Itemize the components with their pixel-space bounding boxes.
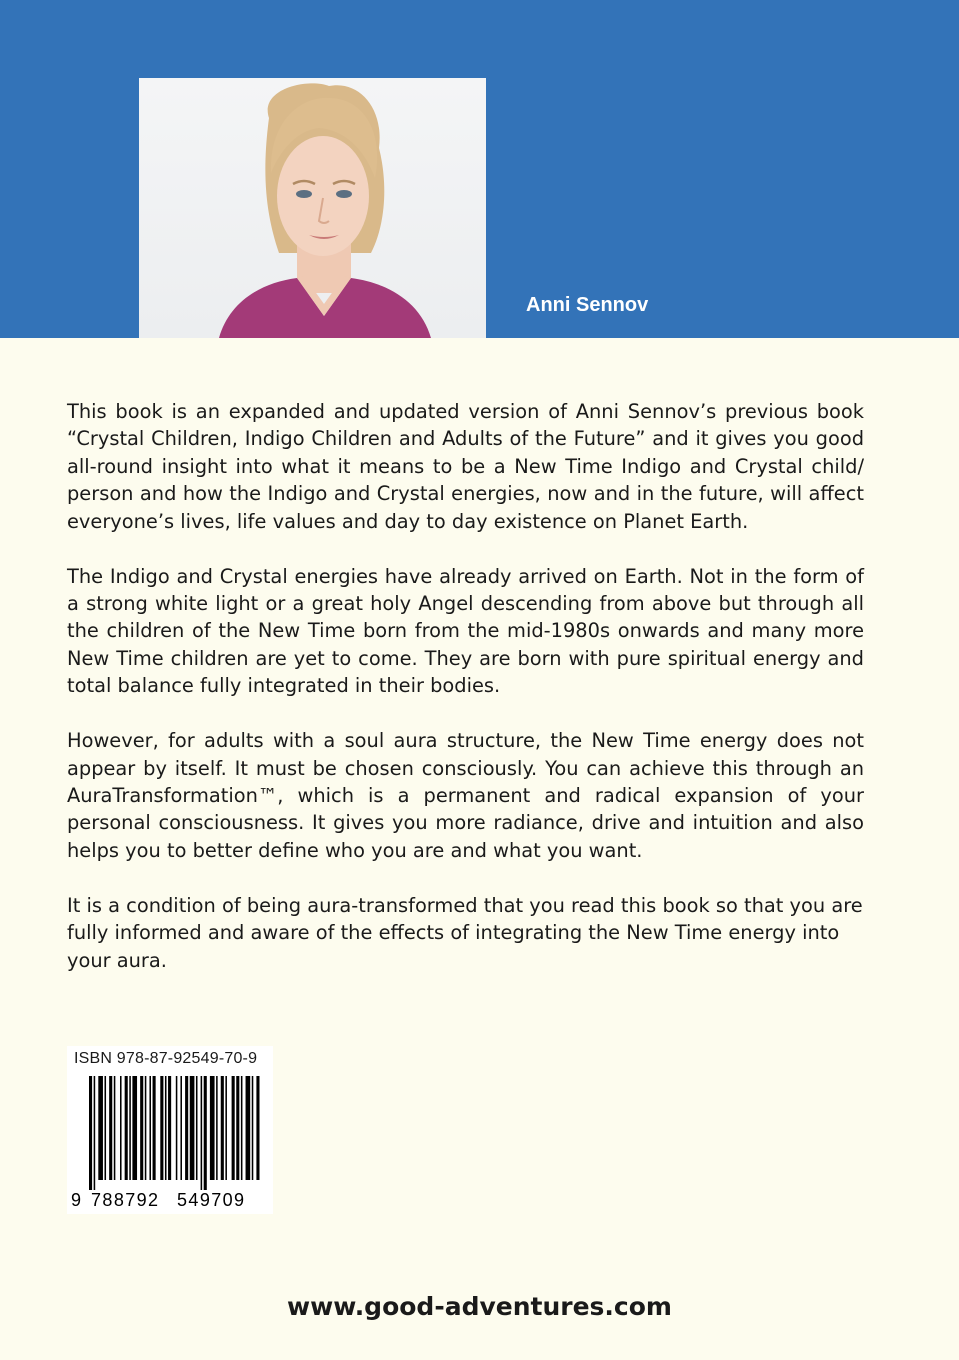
barcode-digits-right: 549709 [177, 1190, 246, 1210]
barcode-icon [67, 1072, 273, 1214]
author-portrait-icon [139, 78, 486, 338]
author-name: Anni Sennov [526, 294, 649, 316]
blurb-paragraph: However, for adults with a soul aura structure, the New Time energy does not appear by itself. It must be chosen consciously. You can achieve this through an AuraTransformation™, which is a permanent and radical expansion of your personal consciousness. It gives you more radiance, drive and intuition and also helps you to better define who you are and what you want. [67, 729, 864, 862]
blurb-paragraph: It is a condition of being aura-transformed that you read this book so that you are fully informed and aware of the effects of integrating the New Time energy into your aura. [67, 893, 863, 972]
website-url: www.good-adventures.com [287, 1292, 672, 1321]
isbn-barcode-block [67, 1046, 273, 1214]
isbn-label: ISBN 978-87-92549-70-9 [74, 1050, 258, 1067]
barcode-digits-left: 788792 [91, 1190, 160, 1210]
barcode-digit-first: 9 [71, 1190, 82, 1210]
blurb-text [67, 398, 864, 1002]
blurb-paragraph: This book is an expanded and updated version of Anni Sennov’s previous book “Crystal Children, Indigo Children and Adults of the Future” and it gives you good all-round insight into what it means to be a New Time Indigo and Crystal child/ person and how the Indigo and Crystal energies, now and in the future, will affect everyone’s lives, life values and day to day existence on Planet Earth. [67, 400, 864, 533]
blurb-paragraph: The Indigo and Crystal energies have already arrived on Earth. Not in the form of a strong white light or a great holy Angel descending from above but through all the children of the New Time born from the mid-1980s onwards and many more New Time children are yet to come. They are born with pure spiritual energy and total balance fully integrated in their bodies. [67, 564, 864, 698]
author-photo [139, 78, 486, 338]
